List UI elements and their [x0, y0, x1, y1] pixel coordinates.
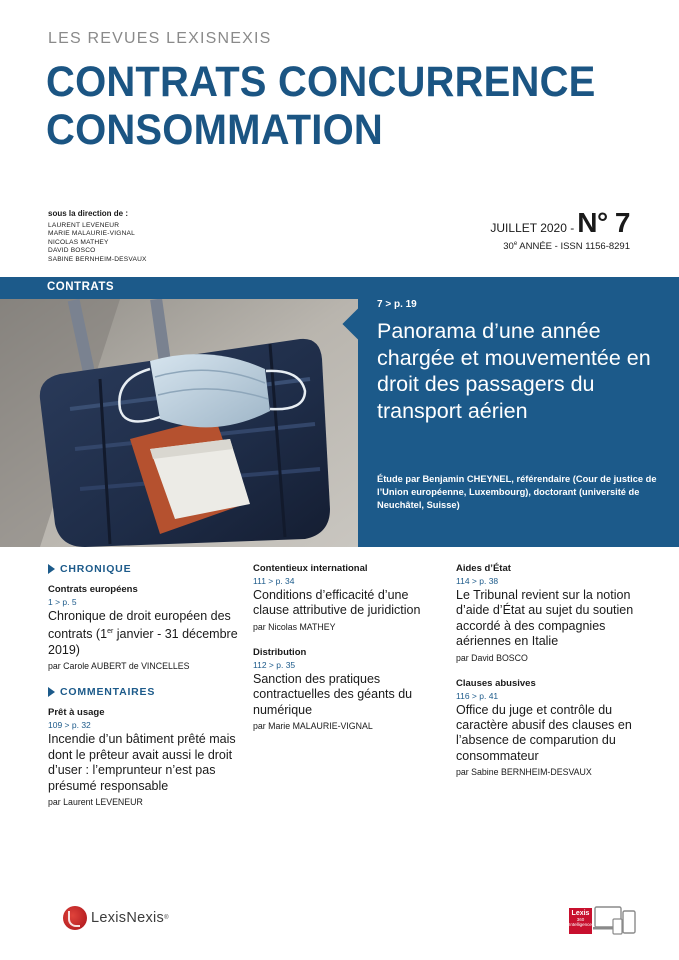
toc-entry[interactable] [456, 563, 634, 663]
cover-photo-suitcase [0, 299, 358, 547]
column-middle [253, 563, 443, 746]
feature-reference: 7 > p. 19 [377, 299, 417, 310]
journal-title [46, 58, 637, 154]
toc-entry[interactable] [456, 678, 634, 778]
entry-rubric: Prêt à usage [48, 707, 105, 719]
entry-headline: Chronique de droit européen des contrats (1er janvier - 31 décembre 2019) [48, 609, 238, 657]
entry-author: par Nicolas MATHEY [253, 621, 336, 632]
section-heading-chronique: CHRONIQUE [48, 563, 253, 575]
lexisnexis-logo[interactable] [63, 906, 169, 930]
entry-headline: Incendie d’un bâtiment prêté mais dont le prêteur avait aussi le droit d’user : l’emprunteur n’est pas présumé responsable [48, 732, 236, 793]
director-name: NICOLAS MATHEY [48, 238, 109, 246]
entry-headline: Office du juge et contrôle du caractère abusif des clauses en l’absence de comparution du consommateur [456, 702, 632, 763]
lexisnexis-logo-text: LexisNexis [91, 910, 165, 926]
issue-year-issn: 30e ANNÉE - ISSN 1156-8291 [503, 241, 630, 253]
toc-entry[interactable] [253, 563, 443, 632]
entry-headline: Conditions d’efficacité d’une clause attributive de juridiction [253, 588, 421, 618]
entry-reference: 116 > p. 41 [456, 690, 499, 701]
director-name: DAVID BOSCO [48, 247, 96, 255]
entry-reference: 111 > p. 34 [253, 576, 295, 586]
toc-entry[interactable] [48, 707, 253, 807]
entry-rubric: Contentieux international [253, 563, 368, 574]
publisher-name: LES REVUES LEXISNEXIS [48, 30, 272, 47]
journal-title-line-2: CONSOMMATION [46, 106, 383, 154]
entry-author: par Carole AUBERT de VINCELLES [48, 661, 190, 672]
toc-entry[interactable] [253, 647, 443, 731]
triangle-bullet-icon [48, 564, 55, 574]
direction-label: sous la direction de : [48, 209, 129, 218]
editorial-direction [48, 209, 147, 264]
feature-headline[interactable]: Panorama d’une année chargée et mouvementée en droit des passagers du transport aérien [377, 319, 651, 423]
entry-reference: 112 > p. 35 [253, 659, 296, 670]
section-band-label: CONTRATS [47, 281, 115, 293]
entry-author: par David BOSCO [456, 652, 528, 663]
registered-mark: ® [164, 915, 169, 921]
toc-entry[interactable] [48, 584, 253, 671]
feature-panel [358, 299, 679, 547]
entry-author: par Marie MALAURIE-VIGNAL [253, 721, 373, 732]
issue-date: JUILLET 2020 - [490, 221, 575, 235]
entry-reference: 109 > p. 32 [48, 720, 91, 731]
director-name: MARIE MALAURIE-VIGNAL [48, 230, 136, 238]
entry-rubric: Distribution [253, 646, 307, 658]
column-left [48, 563, 253, 822]
director-name: LAURENT LEVENEUR [48, 222, 120, 229]
entry-rubric: Aides d’État [456, 563, 511, 574]
entry-reference: 114 > p. 38 [456, 576, 499, 586]
entry-reference: 1 > p. 5 [48, 597, 77, 607]
suitcase-illustration [0, 299, 358, 547]
feature-byline: Étude par Benjamin CHEYNEL, référendaire (Cour de justice de l’Union européenne, Luxembourg), doctorant (université de Neuchâtel, Suisse) [377, 474, 657, 510]
issue-number: N° 7 [577, 207, 630, 238]
column-right [456, 563, 634, 792]
issue-info [490, 207, 630, 252]
section-heading-commentaires: COMMENTAIRES [48, 686, 253, 698]
entry-headline: Sanction des pratiques contractuelles des géants du numérique [253, 671, 413, 717]
devices-icon [593, 905, 637, 937]
journal-title-line-1: CONTRATS CONCURRENCE [46, 58, 596, 106]
entry-author: par Sabine BERNHEIM-DESVAUX [456, 767, 592, 778]
entry-rubric: Clauses abusives [456, 677, 536, 689]
entry-headline: Le Tribunal revient sur la notion d’aide d’État au sujet du soutien accordé à des compagnies aériennes en Italie [456, 588, 634, 649]
director-name: SABINE BERNHEIM-DESVAUX [48, 255, 147, 263]
entry-rubric: Contrats européens [48, 584, 138, 595]
entry-author: par Laurent LEVENEUR [48, 797, 143, 807]
triangle-bullet-icon [48, 687, 55, 697]
lexisnexis-logo-icon [63, 906, 87, 930]
lexis360-badge[interactable]: Lexis 360 Intelligence [569, 908, 592, 934]
